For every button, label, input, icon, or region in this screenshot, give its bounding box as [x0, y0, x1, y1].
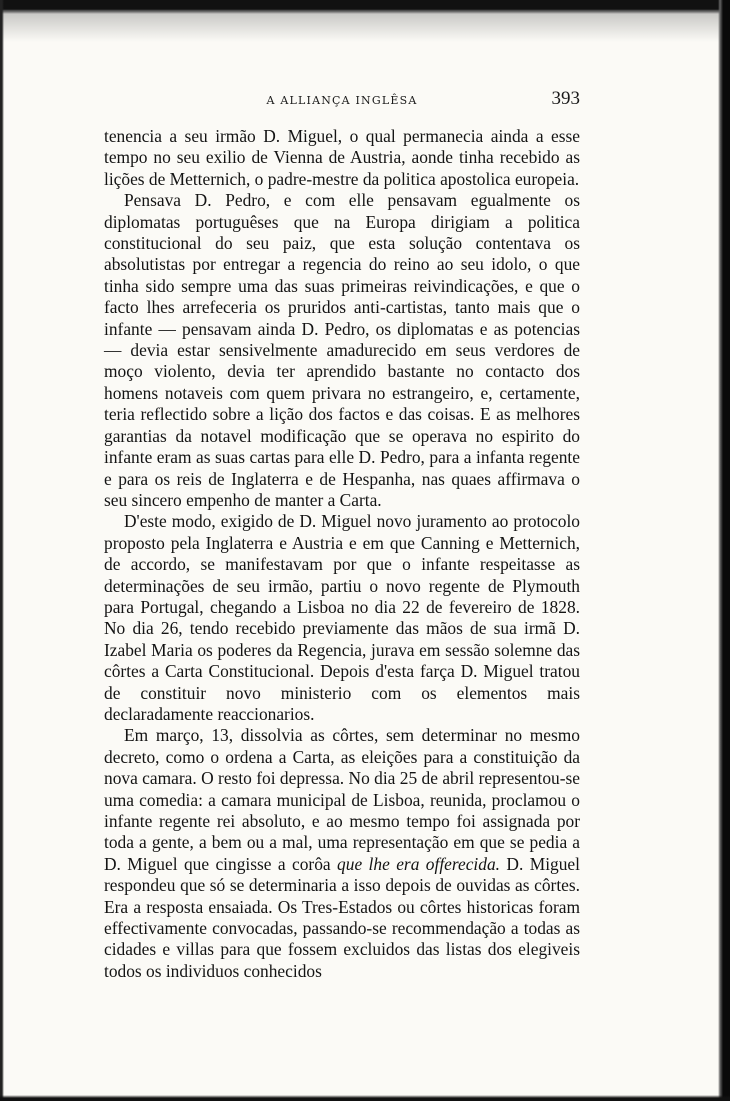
paragraph-3: D'este modo, exigido de D. Miguel novo juramento ao protocolo proposto pela Inglaterra e Austria e em que Canning e Metternich, de accordo, se manifestavam por que o infante respeitasse as determinações de seu irmão, partiu o novo regente de Plymouth para Portugal, chegando a Lisboa no dia 22 de fevereiro de 1828. No dia 26, tendo recebido previamente das mãos de sua irmã D. Izabel Maria os poderes da Regencia, jurava em sessão solemne das côrtes a Carta Constitucional. Depois d'esta farça D. Miguel tratou de constituir novo ministerio com os elementos mais declaradamente reaccionarios. [104, 511, 580, 724]
paragraph-4-part-2: D. Miguel respondeu que só se determinaria a isso depois de ouvidas as côrtes. Era a resposta ensaiada. Os Tres-Estados ou côrtes historicas foram effectivamente convocadas, passando-se recommendação a todas as cidades e villas para que fossem excluidos das listas dos elegiveis todos os individuos conhecidos [104, 853, 580, 981]
page-number: 393 [551, 88, 580, 109]
running-head [104, 88, 580, 114]
italic-quote: que lhe era offerecida. [337, 853, 501, 874]
paragraph-1: tenencia a seu irmão D. Miguel, o qual permanecia ainda a esse tempo no seu exilio de Vienna de Austria, aonde tinha recebido as lições de Metternich, o padre-mestre da politica apostolica europeia. [104, 126, 580, 189]
paragraph-4 [104, 725, 580, 982]
scan-edge-bottom [0, 1095, 730, 1101]
scan-shadow-top [0, 10, 730, 42]
body-text [104, 126, 580, 982]
scan-edge-left [0, 0, 4, 1101]
scan-edge-right [718, 0, 730, 1101]
paragraph-4-part-1: Em março, 13, dissolvia as côrtes, sem determinar no mesmo decreto, como o ordena a Carta, as eleições para a constituição da nova camara. O resto foi depressa. No dia 25 de abril representou-se uma comedia: a camara municipal de Lisboa, reunida, proclamou o infante regente rei absoluto, e ao mesmo tempo foi assignada por toda a gente, a bem ou a mal, uma representação em que se pedia a D. Miguel que cingisse a corôa [104, 725, 580, 874]
running-title: A ALLIANÇA INGLÊSA [266, 94, 418, 107]
paragraph-2: Pensava D. Pedro, e com elle pensavam egualmente os diplomatas portuguêses que na Europa dirigiam a politica constitucional do seu paiz, que esta solução contentava os absolutistas por entregar a regencia do reino ao seu idolo, o que tinha sido sempre uma das suas primeiras reivindicações, e que o facto lhes arrefeceria os pruridos anti-cartistas, tanto mais que o infante — pensavam ainda D. Pedro, os diplomatas e as potencias — devia estar sensivelmente amadurecido em seus verdores de moço violento, devia ter aprendido bastante no contacto dos homens notaveis com quem privara no estrangeiro, e, certamente, teria reflectido sobre a lição dos factos e das coisas. E as melhores garantias da notavel modificação que se operava no espirito do infante eram as suas cartas para elle D. Pedro, para a infanta regente e para os reis de Inglaterra e de Hespanha, nas quaes affirmava o seu sincero empenho de manter a Carta. [104, 190, 580, 510]
